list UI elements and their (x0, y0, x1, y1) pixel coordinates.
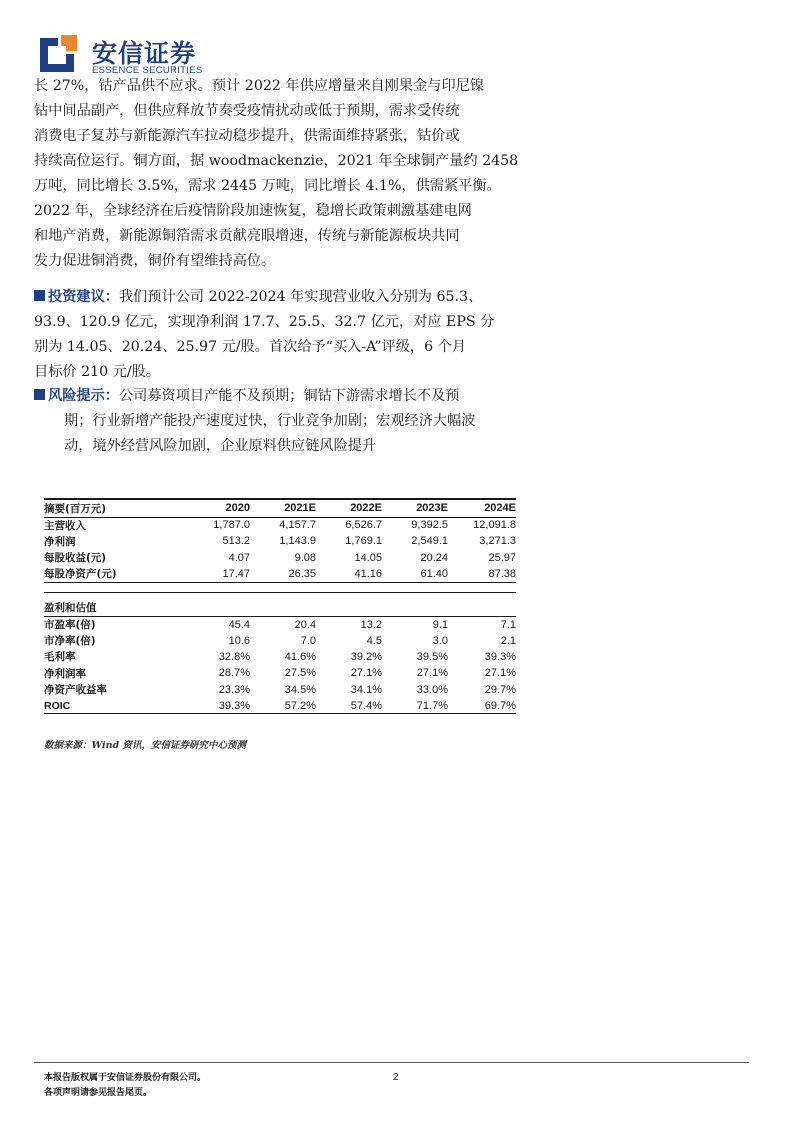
table-cell: 10.6 (228, 634, 250, 647)
table-row (44, 550, 516, 566)
table-cell: 2,549.1 (411, 535, 448, 548)
table-cell: 9,392.5 (411, 519, 448, 532)
row-label: 毛利率 (44, 651, 76, 664)
paragraph-line: 钴中间品副产，但供应释放节奏受疫情扰动或低于预期，需求受传统 (34, 103, 460, 119)
table-cell: 87.38 (448, 566, 516, 582)
section-title: 盈利和估值 (44, 600, 184, 616)
risk-line: 公司募资项目产能不及预期；铜钴下游需求增长不及预 (118, 388, 460, 404)
table-row (44, 566, 516, 582)
table-cell: 39.3% (184, 698, 250, 714)
table-cell: 4,157.7 (279, 519, 316, 532)
investment-line: 目标价 210 元/股。 (34, 364, 161, 380)
paragraph-line: 消费电子复苏与新能源汽车拉动稳步提升，供需面维持紧张，钴价或 (34, 128, 460, 144)
footer-copyright: 本报告版权属于安信证券股份有限公司。 (44, 1073, 207, 1083)
table-cell: 3.0 (432, 634, 448, 647)
table-cell: 1,787.0 (213, 519, 250, 532)
table-row (44, 649, 516, 665)
page-number: 2 (393, 1072, 399, 1083)
table-cell: 12,091.8 (473, 519, 516, 532)
table-header-cell: 2022E (316, 499, 382, 517)
investment-title: 投资建议： (48, 289, 119, 305)
table-cell: 4.5 (366, 634, 382, 647)
risk-warning (34, 384, 524, 459)
table-cell: 39.3% (484, 650, 516, 663)
row-label: 每股净资产(元) (44, 566, 184, 582)
table-header-cell: 2021E (250, 499, 316, 517)
table-cell: 9.1 (432, 618, 448, 631)
table-cell: 9.08 (294, 551, 316, 564)
table-cell: 34.1% (350, 683, 382, 696)
table-cell: 2.1 (500, 634, 516, 647)
table-header-cell: 2023E (382, 499, 448, 517)
table-section-row (44, 600, 516, 616)
paragraph-line: 持续高位运行。铜方面，据 woodmackenzie，2021 年全球铜产量约 2458 (34, 153, 519, 169)
paragraph-line: 长 27%，钴产品供不应求。预计 2022 年供应增量来自刚果金与印尼镍 (34, 78, 485, 94)
table-cell: 33.0% (416, 683, 448, 696)
table-cell: 27.1% (350, 667, 382, 680)
row-label: 每股收益(元) (44, 552, 107, 565)
table-header-cell: 2024E (448, 499, 516, 517)
table-row (44, 592, 516, 600)
table-cell: 7.1 (500, 618, 516, 631)
row-label: 主营收入 (44, 519, 86, 532)
bullet-square-icon (34, 290, 45, 301)
essence-logo-icon (40, 32, 80, 72)
table-cell: 39.5% (416, 650, 448, 663)
table-cell: 513.2 (222, 535, 250, 548)
table-cell: 23.3% (218, 683, 250, 696)
paragraph-line: 万吨，同比增长 3.5%，需求 2445 万吨，同比增长 4.1%，供需紧平衡。 (34, 178, 501, 194)
table-cell: 25.97 (488, 551, 516, 564)
table-cell: 26.35 (250, 566, 316, 582)
table-cell: 14.05 (354, 551, 382, 564)
table-cell: 61.40 (382, 566, 448, 582)
table-row (44, 632, 516, 648)
financial-summary-table (44, 498, 516, 714)
investment-line: 我们预计公司 2022-2024 年实现营业收入分别为 65.3、 (118, 289, 483, 305)
footer-divider (34, 1062, 749, 1063)
paragraph-line: 2022 年，全球经济在后疫情阶段加速恢复，稳增长政策刺激基建电网 (34, 203, 472, 219)
risk-line: 期；行业新增产能投产速度过快，行业竞争加剧；宏观经济大幅波 (64, 413, 476, 429)
table-cell: 28.7% (218, 667, 250, 680)
table-cell: 39.2% (350, 650, 382, 663)
table-cell: 1,143.9 (279, 535, 316, 548)
footer-disclaimer: 各项声明请参见报告尾页。 (44, 1088, 153, 1098)
table-cell: 57.4% (316, 698, 382, 714)
table-row (44, 533, 516, 549)
table-cell: 27.5% (284, 667, 316, 680)
logo-english-name: ESSENCE SECURITIES (92, 65, 203, 76)
risk-title: 风险提示： (48, 388, 119, 404)
investment-line: 93.9、120.9 亿元，实现净利润 17.7、25.5、32.7 亿元，对应 EPS 分 (34, 314, 495, 330)
table-header-cell: 2020 (184, 499, 250, 517)
row-label: 净资产收益率 (44, 684, 107, 697)
investment-suggestion (34, 285, 524, 385)
market-analysis-paragraph (34, 74, 524, 274)
table-cell: 69.7% (448, 698, 516, 714)
table-row (44, 665, 516, 681)
table-cell: 57.2% (250, 698, 316, 714)
table-cell: 45.4 (228, 618, 250, 631)
investment-line: 别为 14.05、20.24、25.97 元/股。首次给予“买入-A”评级，6 个月 (34, 339, 467, 355)
logo-chinese-name: 安信证券 (92, 39, 197, 68)
row-label: 市净率(倍) (44, 635, 96, 648)
table-cell: 32.8% (218, 650, 250, 663)
table-cell: 34.5% (284, 683, 316, 696)
table-cell: 20.4 (294, 618, 316, 631)
table-cell: 27.1% (416, 667, 448, 680)
table-row (44, 681, 516, 697)
table-cell: 41.16 (316, 566, 382, 582)
table-cell: 71.7% (382, 698, 448, 714)
paragraph-line: 和地产消费，新能源铜箔需求贡献亮眼增速，传统与新能源板块共同 (34, 228, 460, 244)
table-spacer-row (44, 582, 516, 592)
row-label: 净利润率 (44, 667, 86, 680)
row-label: 市盈率(倍) (44, 619, 96, 632)
company-logo (40, 32, 240, 76)
bullet-square-icon (34, 389, 45, 400)
paragraph-line: 发力促进铜消费，铜价有望维持高位。 (34, 253, 276, 269)
data-source-note: 数据来源：Wind 资讯，安信证券研究中心预测 (44, 740, 246, 751)
table-cell: 3,271.3 (479, 535, 516, 548)
table-cell: 4.07 (228, 551, 250, 564)
table-row (44, 616, 516, 632)
table-cell: 6,526.7 (345, 519, 382, 532)
table-cell: 29.7% (484, 683, 516, 696)
table-header-row (44, 499, 516, 517)
table-row (44, 517, 516, 533)
row-label: ROIC (44, 698, 184, 714)
row-label: 净利润 (44, 535, 76, 548)
table-header-cell: 摘要(百万元) (44, 499, 184, 517)
risk-line: 动，境外经营风险加剧，企业原料供应链风险提升 (64, 438, 377, 454)
table-cell: 27.1% (484, 667, 516, 680)
table-cell: 17.47 (184, 566, 250, 582)
table-cell: 41.6% (284, 650, 316, 663)
table-cell: 13.2 (360, 618, 382, 631)
table-cell: 1,769.1 (345, 535, 382, 548)
table-cell: 7.0 (300, 634, 316, 647)
table-cell: 20.24 (420, 551, 448, 564)
table-row (44, 698, 516, 714)
